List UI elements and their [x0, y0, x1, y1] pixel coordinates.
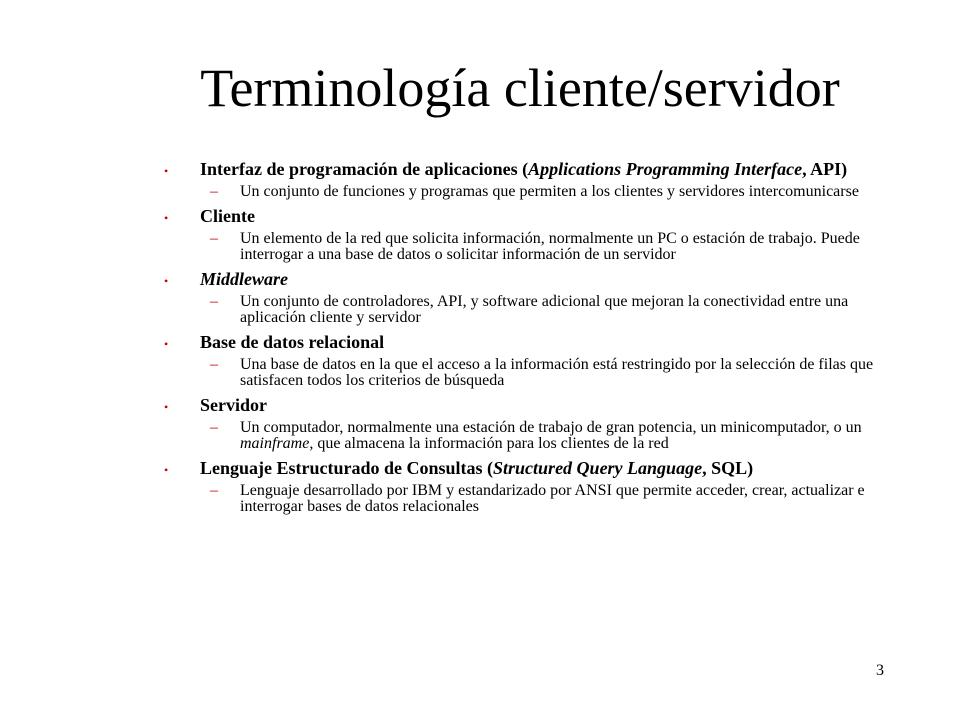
definition-middleware	[200, 294, 884, 326]
list-item-servidor	[164, 396, 884, 452]
bullet-icon: •	[164, 463, 169, 477]
term-list	[164, 160, 884, 522]
definition-text: Un conjunto de funciones y programas que permiten a los clientes y servidores intercomunicarse	[240, 183, 859, 200]
definition-text: Lenguaje desarrollado por IBM y estandarizado por ANSI que permite acceder, crear, actualizar e interrogar bases de datos relacionales	[240, 482, 865, 515]
bullet-icon: •	[164, 211, 169, 225]
definition-sql	[200, 483, 884, 515]
term-text: , SQL)	[702, 458, 754, 478]
definition-api	[200, 184, 884, 200]
dash-icon: –	[210, 293, 218, 310]
definition-servidor	[200, 420, 884, 452]
list-item-api	[164, 160, 884, 200]
term-text-italic: Applications Programming Interface	[528, 159, 803, 179]
term-text: Servidor	[200, 395, 267, 415]
bullet-icon: •	[164, 164, 169, 178]
term-text: Interfaz de programación de aplicaciones (	[200, 159, 529, 179]
page-number: 3	[876, 662, 884, 679]
definition-text: Un computador, normalmente una estación de trabajo de gran potencia, un minicomputador, o un	[240, 419, 862, 436]
term-cliente	[200, 207, 884, 225]
list-item-cliente	[164, 207, 884, 263]
dash-icon: –	[210, 482, 218, 499]
dash-icon: –	[210, 230, 218, 247]
list-item-middleware	[164, 270, 884, 326]
bullet-icon: •	[164, 337, 169, 351]
term-base-de-datos	[200, 333, 884, 351]
term-text: Base de datos relacional	[200, 332, 385, 352]
term-text-italic: Middleware	[200, 269, 288, 289]
term-text: Cliente	[200, 206, 255, 226]
definition-text: Un conjunto de controladores, API, y software adicional que mejoran la conectividad entre una aplicación cliente y servidor	[240, 293, 849, 326]
bullet-icon: •	[164, 274, 169, 288]
term-sql	[200, 459, 884, 477]
definition-base-de-datos	[200, 357, 884, 389]
dash-icon: –	[210, 419, 218, 436]
definition-text: que almacena la información para los clientes de la red	[313, 435, 669, 452]
definition-text-italic: mainframe,	[240, 435, 314, 452]
term-api	[200, 160, 884, 178]
definition-text: Un elemento de la red que solicita información, normalmente un PC o estación de trabajo. Puede interrogar a una base de datos o solicitar información de un servidor	[240, 230, 860, 263]
definition-text: Una base de datos en la que el acceso a la información está restringido por la selección de filas que satisfacen todos los criterios de búsqueda	[240, 356, 874, 389]
dash-icon: –	[210, 183, 218, 200]
dash-icon: –	[210, 356, 218, 373]
term-text: Lenguaje Estructurado de Consultas (	[200, 458, 494, 478]
bullet-icon: •	[164, 400, 169, 414]
list-item-sql	[164, 459, 884, 515]
list-item-base-de-datos	[164, 333, 884, 389]
term-servidor	[200, 396, 884, 414]
definition-cliente	[200, 231, 884, 263]
term-middleware	[200, 270, 884, 288]
term-text: , API)	[802, 159, 848, 179]
term-text-italic: Structured Query Language	[493, 458, 703, 478]
slide-title: Terminología cliente/servidor	[200, 58, 840, 118]
